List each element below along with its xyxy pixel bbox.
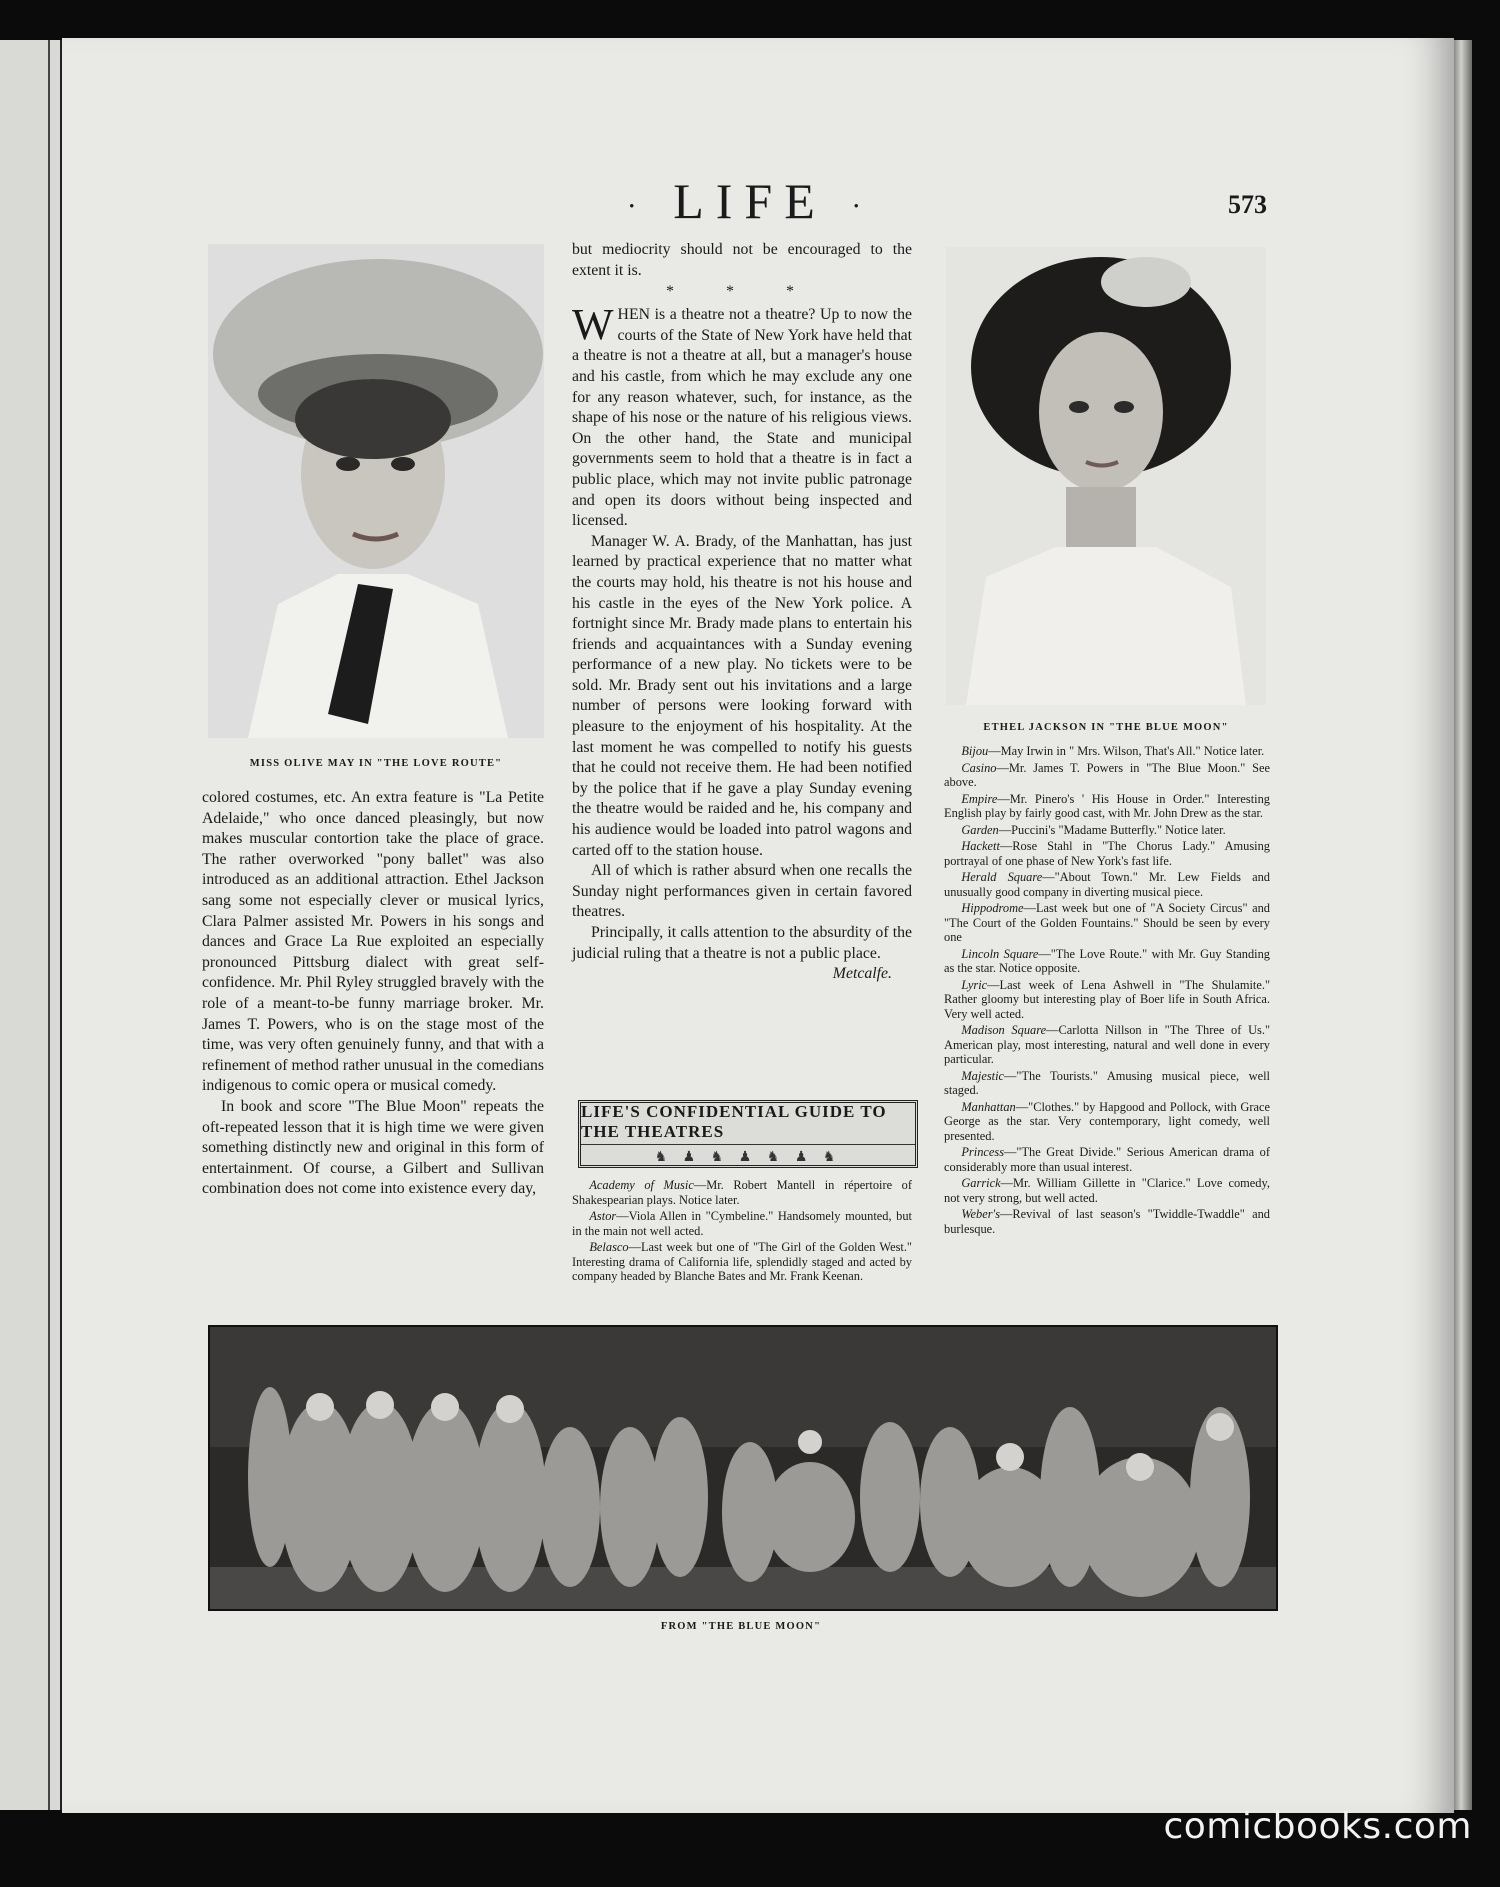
portrait-olive-may-image <box>208 244 544 738</box>
caption-blue-moon: FROM "THE BLUE MOON" <box>660 1621 822 1632</box>
guide-entry: Garrick—Mr. William Gillette in "Clarice." Love comedy, not very strong, but well acted. <box>944 1176 1270 1205</box>
theatre-guide-banner <box>578 1100 918 1168</box>
masthead-dot-left: · <box>626 189 649 223</box>
caption-olive-may: MISS OLIVE MAY IN "THE LOVE ROUTE" <box>249 758 503 769</box>
guide-entry: Weber's—Revival of last season's "Twiddle-Twaddle" and burlesque. <box>944 1207 1270 1236</box>
watermark: comicbooks.com <box>1163 1806 1472 1847</box>
middle-lead: but mediocrity should not be encouraged to the extent it is. <box>572 241 912 279</box>
portrait-olive-may <box>208 244 544 738</box>
blue-moon-stage-image <box>210 1327 1276 1609</box>
left-paragraph-2: In book and score "The Blue Moon" repeats the oft-repeated lesson that it is high time we were given something distinctly new and original in this form of entertainment. Of course, a Gilbert and Sullivan combination does not come into existence every day, <box>202 1097 544 1198</box>
banner-figures-icon: ♞ ♟ ♞ ♟ ♞ ♟ ♞ <box>654 1150 842 1165</box>
middle-article-column <box>572 240 912 985</box>
guide-entry: Academy of Music—Mr. Robert Mantell in répertoire of Shakespearian plays. Notice later. <box>572 1178 912 1207</box>
guide-entry: Lincoln Square—"The Love Route." with Mr. Guy Standing as the star. Notice opposite. <box>944 946 1270 975</box>
theatre-guide-middle <box>572 1178 912 1286</box>
author-signature: Metcalfe. <box>832 965 892 983</box>
middle-paragraph-3: All of which is rather absurd when one recalls the Sunday night performances given in certain favored theatres. <box>572 862 912 921</box>
guide-entry: Lyric—Last week of Lena Ashwell in "The Shulamite." Rather gloomy but interesting play of Boer life in South Africa. Very well acted. <box>944 977 1270 1021</box>
guide-entry: Empire—Mr. Pinero's ' His House in Order." Interesting English play by fairly good cast, with Mr. John Drew as the star. <box>944 791 1270 820</box>
guide-entry: Casino—Mr. James T. Powers in "The Blue Moon." See above. <box>944 760 1270 789</box>
left-article-column <box>202 788 544 1200</box>
previous-page-edge <box>0 40 62 1810</box>
theatre-guide-right <box>944 744 1270 1238</box>
guide-entry: Garden—Puccini's "Madame Butterfly." Notice later. <box>961 822 1226 837</box>
section-break-stars: * * * <box>666 283 818 301</box>
guide-entry: Madison Square—Carlotta Nillson in "The Three of Us." American play, most interesting, natural and well done in every particular. <box>944 1023 1271 1066</box>
guide-entry: Belasco—Last week but one of "The Girl of the Golden West." Interesting drama of California life, splendidly staged and acted by company headed by Blanche Bates and Mr. Frank Keenan. <box>572 1240 912 1283</box>
middle-paragraph-2: Manager W. A. Brady, of the Manhattan, has just learned by practical experience that no matter what the courts may hold, his theatre is not his house and his castle in the eyes of the New York police. A fortnight since Mr. Brady made plans to entertain his friends and acquaintances with a Sunday evening performance of a new play. No tickets were to be sold. Mr. Brady sent out his invitations and a large number of persons were looking forward with pleasure to the enjoyment of his hospitality. At the last moment he was compelled to notify his guests that he could not receive them. He had been notified by the police that if he gave a play Sunday evening the theatre would be raided and he, his company and his audience would be loaded into patrol wagons and carted off to the station house. <box>572 532 912 859</box>
middle-paragraph-1: WHEN is a theatre not a theatre? Up to now the courts of the State of New York have held that a theatre is not a theatre at all, but a manager's house and his castle, from which he may exclude any one for any reason whatever, such, for instance, as the shape of his nose or the nature of his religious views. On the other hand, the State and municipal governments seem to hold that a theatre is in fact a public place, which may not invite public patronage and open its doors without being inspected and licensed. <box>572 300 912 530</box>
theatre-guide-title: LIFE'S CONFIDENTIAL GUIDE TO THE THEATRES <box>581 1102 915 1145</box>
guide-entry: Astor—Viola Allen in "Cymbeline." Handsomely mounted, but in the main not well acted. <box>572 1209 912 1238</box>
guide-entry: Hippodrome—Last week but one of "A Society Circus" and "The Court of the Golden Fountains." Should be seen by every one <box>944 901 1270 944</box>
portrait-ethel-jackson-image <box>946 247 1266 705</box>
caption-ethel-jackson: ETHEL JACKSON IN "THE BLUE MOON" <box>983 722 1229 733</box>
guide-entry: Herald Square—"About Town." Mr. Lew Fields and unusually good company in diverting musical piece. <box>944 870 1270 899</box>
guide-entry: Princess—"The Great Divide." Serious American drama of considerably more than usual interest. <box>944 1145 1270 1174</box>
blue-moon-stage-photo <box>208 1325 1278 1611</box>
middle-paragraph-4: Principally, it calls attention to the absurdity of the judicial ruling that a theatre is not a public place. <box>572 924 912 962</box>
page-stack-edge <box>1454 40 1472 1810</box>
guide-entry: Majestic—"The Tourists." Amusing musical piece, well staged. <box>944 1068 1270 1097</box>
masthead <box>0 172 1500 230</box>
masthead-title: LIFE <box>673 173 827 229</box>
drop-cap: W <box>572 300 614 350</box>
guide-entry: Hackett—Rose Stahl in "The Chorus Lady." Amusing portrayal of one phase of New York's fast life. <box>944 839 1270 868</box>
portrait-ethel-jackson <box>946 247 1266 705</box>
page-number: 573 <box>1228 190 1267 219</box>
guide-entry: Bijou—May Irwin in " Mrs. Wilson, That's All." Notice later. <box>961 744 1265 758</box>
left-paragraph-1: colored costumes, etc. An extra feature is "La Petite Adelaide," who once danced pleasingly, but now makes muscular contortion take the place of grace. The rather overworked "pony ballet" was also introduced as an additional attraction. Ethel Jackson sang some not especially clever or musical lyrics, Clara Palmer assisted Mr. Powers in his songs and dances and Grace La Rue exploited an especially pronounced Pittsburg dialect with great self-confidence. Mr. Phil Ryley struggled bravely with the role of a meant-to-be funny marriage broker. Mr. James T. Powers, who is on the stage most of the time, was very often genuinely funny, and that with a refinement of method rather unusual in the comedians indigenous to comic opera or musical comedy. <box>202 789 544 1095</box>
masthead-dot-right: · <box>851 189 874 223</box>
guide-entry: Manhattan—"Clothes." by Hapgood and Pollock, with Grace George as the star. Very contemporary, light comedy, well presented. <box>944 1099 1270 1143</box>
